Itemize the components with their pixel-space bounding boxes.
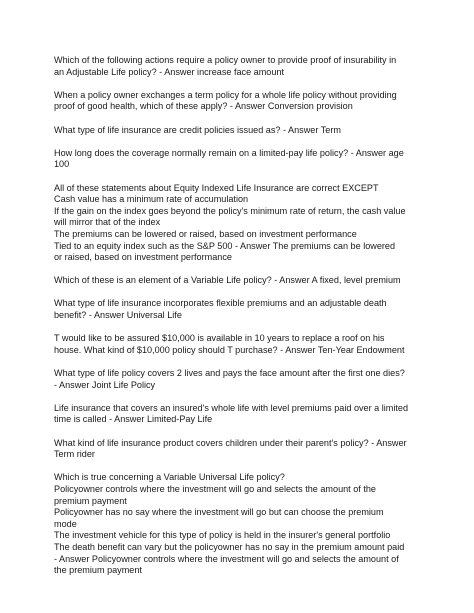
qa-item-3 [54, 125, 426, 137]
text-line: house. What kind of $10,000 policy should T purchase? - Answer Ten-Year Endowment [54, 344, 405, 355]
text-line: premium payment [54, 495, 127, 506]
text-line: an Adjustable Life policy? - Answer increase face amount [54, 66, 285, 77]
text-line: What type of life policy covers 2 lives and pays the face amount after the first one dies? [54, 368, 405, 379]
option-line: The premiums can be lowered or raised, based on investment performance [54, 228, 357, 239]
text-line: Term rider [54, 449, 95, 460]
qa-item-1 [54, 55, 426, 78]
text-line: All of these statements about Equity Indexed Life Insurance are correct EXCEPT [54, 182, 379, 193]
text-line: What type of life insurance incorporates flexible premiums and an adjustable death [54, 298, 387, 309]
qa-item-12 [54, 472, 426, 576]
text-line: Which of the following actions require a policy owner to provide proof of insurability in [54, 55, 397, 65]
option-line: Cash value has a minimum rate of accumulation [54, 194, 249, 205]
text-line: When a policy owner exchanges a term policy for a whole life policy without providing [54, 89, 397, 100]
text-line: - Answer Joint Life Policy [54, 379, 156, 390]
text-line: - Answer Policyowner controls where the investment will go and selects the amount of [54, 553, 399, 564]
qa-item-5 [54, 183, 426, 264]
qa-item-4 [54, 148, 426, 171]
qa-item-7 [54, 298, 426, 321]
text-line: time is called - Answer Limited-Pay Life [54, 414, 213, 425]
option-line: Policyowner controls where the investment will go and selects the amount of the [54, 483, 376, 494]
text-line: Life insurance that covers an insured's whole life with level premiums paid over a limited [54, 402, 409, 413]
text-line: What kind of life insurance product covers children under their parent's policy? - Answer [54, 437, 407, 448]
qa-item-10 [54, 403, 426, 426]
qa-item-2 [54, 90, 426, 113]
text-line: mode [54, 518, 77, 529]
option-line: The death benefit can vary but the policyowner has no say in the premium amount paid [54, 541, 405, 552]
option-line: The investment vehicle for this type of policy is held in the insurer's general portfolio [54, 530, 391, 541]
qa-item-9 [54, 368, 426, 391]
text-line: benefit? - Answer Universal Life [54, 310, 182, 321]
text-line: Which is true concerning a Variable Universal Life policy? [54, 472, 285, 483]
option-line: If the gain on the index goes beyond the policy's minimum rate of return, the cash value [54, 205, 406, 216]
text-line: What type of life insurance are credit policies issued as? - Answer Term [54, 124, 341, 135]
text-line: 100 [54, 159, 70, 170]
text-line: Which of these is an element of a Variable Life policy? - Answer A fixed, level premium [54, 275, 401, 286]
option-line: Tied to an equity index such as the S&P 500 - Answer The premiums can be lowered [54, 240, 396, 251]
text-line: or raised, based on investment performance [54, 252, 232, 263]
qa-item-11 [54, 438, 426, 461]
text-line: T would like to be assured $10,000 is available in 10 years to replace a roof on his [54, 333, 385, 344]
qa-item-8 [54, 333, 426, 356]
qa-item-6 [54, 275, 426, 287]
text-line: the premium payment [54, 565, 142, 576]
text-line: proof of good health, which of these apply? - Answer Conversion provision [54, 101, 353, 112]
document-page [54, 55, 426, 588]
text-line: will mirror that of the index [54, 217, 161, 228]
option-line: Policyowner has no say where the investment will go but can choose the premium [54, 507, 384, 518]
text-line: How long does the coverage normally remain on a limited-pay life policy? - Answer age [54, 147, 404, 158]
